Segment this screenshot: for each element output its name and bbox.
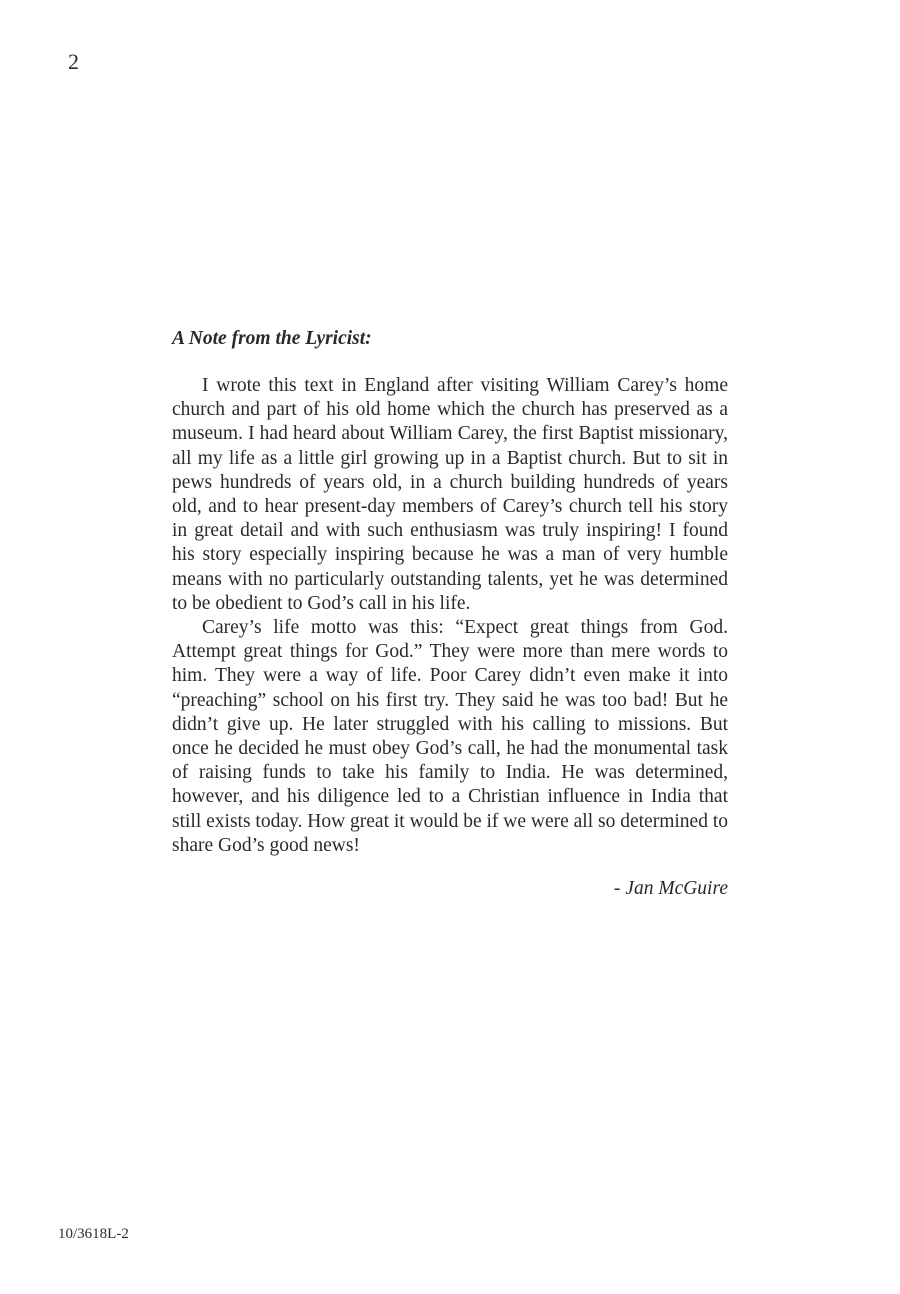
note-paragraph-1: I wrote this text in England after visiting William Carey’s home church and part of his old home which the church has preserved as a museum. I had heard about William Carey, the first Baptist missionary, all my life as a little girl growing up in a Baptist church. But to sit in pews hundreds of years old, in a church building hundreds of years old, and to hear present-day members of Carey’s church tell his story in great detail and with such enthusiasm was truly inspiring! I found his story especially inspiring because he was a man of very humble means with no particularly outstanding talents, yet he was determined to be obedient to God’s call in his life. (172, 375, 728, 614)
catalog-number: 10/3618L-2 (58, 1226, 129, 1242)
note-title: A Note from the Lyricist: (172, 328, 372, 349)
note-paragraph-2: Carey’s life motto was this: “Expect great things from God. Attempt great things for God.” They were more than mere words to him. They were a way of life. Poor Carey didn’t even make it into “preaching” school on his first try. They said he was too bad! But he didn’t give up. He later struggled with his calling to missions. But once he decided he must obey God’s call, he had the monumental task of raising funds to take his family to India. He was determined, however, and his diligence led to a Christian influence in India that still exists today. How great it would be if we were all so determined to share God’s good news! (172, 617, 728, 856)
page-number: 2 (68, 49, 79, 74)
lyricist-note (172, 326, 728, 902)
signature: - Jan McGuire (613, 878, 728, 900)
